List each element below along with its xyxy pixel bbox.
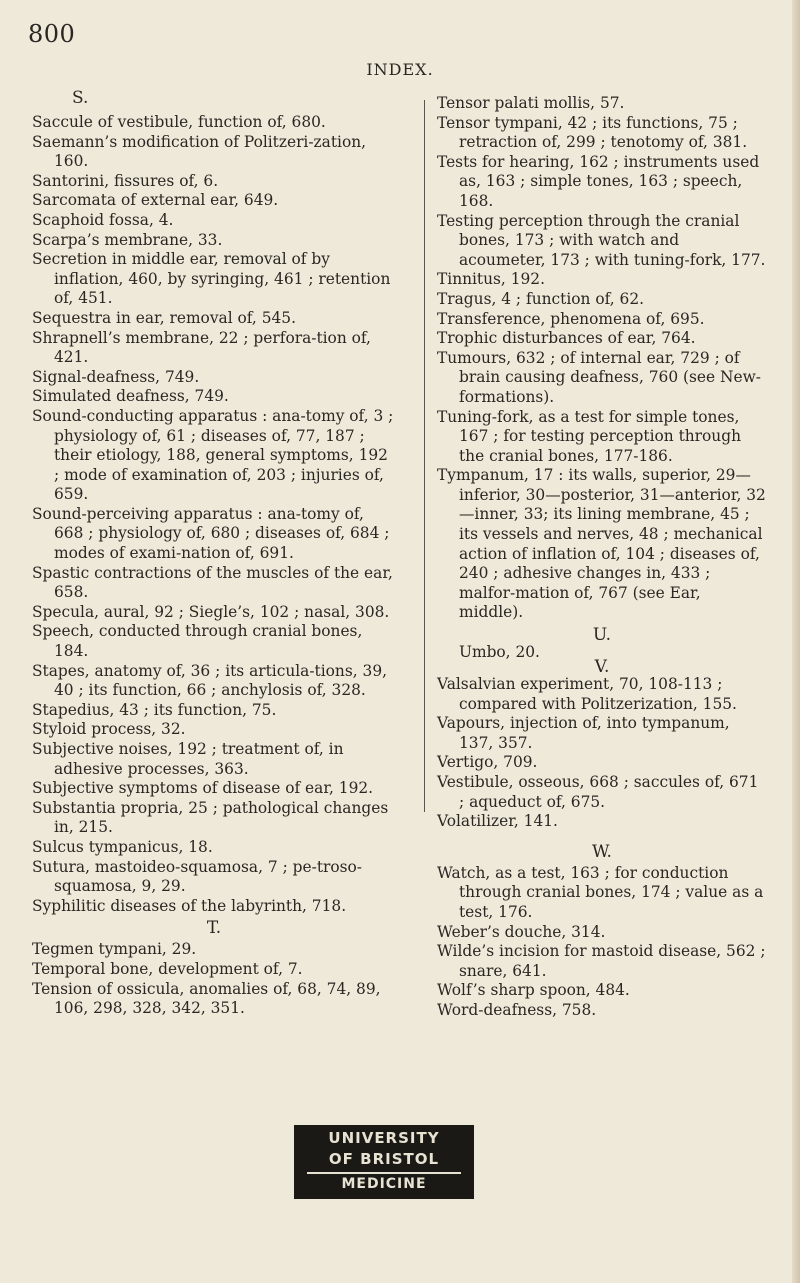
index-entry: Word-deafness, 758. (437, 1000, 597, 1019)
index-entry: Transference, phenomena of, 695. (437, 309, 705, 328)
index-entry: Tension of ossicula, anomalies of, 68, 74, 89, 106, 298, 328, 342, 351. (32, 979, 381, 1018)
index-entry: Sutura, mastoideo-squamosa, 7 ; pe-troso-squamosa, 9, 29. (32, 857, 362, 896)
index-entry: Tragus, 4 ; function of, 62. (437, 289, 644, 308)
index-entry: Sound-conducting apparatus : ana-tomy of, 3 ; physiology of, 61 ; diseases of, 77, 187 ; their etiology, 188, general symptoms, 192 ; mode of examination of, 203 ; injuries of, 659. (32, 406, 394, 504)
index-entry: Wolf’s sharp spoon, 484. (437, 981, 630, 1000)
index-entry: Scaphoid fossa, 4. (32, 210, 174, 229)
index-entry: Valsalvian experiment, 70, 108-113 ; compared with Politzerization, 155. (437, 675, 737, 713)
index-entry: Santorini, fissures of, 6. (32, 171, 219, 190)
index-entry: Volatilizer, 141. (437, 812, 558, 831)
running-head: INDEX. (366, 60, 434, 79)
index-entry: Subjective symptoms of disease of ear, 192. (32, 779, 374, 798)
index-entry: Sulcus tympanicus, 18. (32, 837, 213, 856)
index-entry: Secretion in middle ear, removal of by inflation, 460, by syringing, 461 ; retention of, 451. (32, 250, 391, 308)
stamp-line-medicine: MEDICINE (307, 1172, 461, 1195)
index-entry: Vestibule, osseous, 668 ; saccules of, 671 ; aqueduct of, 675. (437, 773, 759, 811)
index-entry: Stapes, anatomy of, 36 ; its articula-tions, 39, 40 ; its function, 66 ; anchylosis of, 328. (32, 661, 388, 700)
index-entry: Testing perception through the cranial bones, 173 ; with watch and acoumeter, 173 ; with tuning-fork, 177. (437, 211, 766, 269)
index-entry: Tympanum, 17 : its walls, superior, 29—inferior, 30—posterior, 31—anterior, 32—inner, 33; its lining membrane, 45 ; its vessels and nerves, 48 ; mechanical action of inflation of, 104 ; diseases of, 240 ; adhesive changes in, 433 ; malfor-mation of, 767 (see Ear, middle). (437, 466, 766, 622)
index-entry: Scarpa’s membrane, 33. (32, 230, 223, 249)
spacer (437, 832, 767, 840)
index-entry: Tinnitus, 192. (437, 270, 545, 289)
index-entry: Sequestra in ear, removal of, 545. (32, 308, 296, 327)
index-entry: Spastic contractions of the muscles of the ear, 658. (32, 563, 393, 602)
column-divider (424, 100, 425, 812)
library-stamp (294, 1125, 474, 1199)
index-entry: Speech, conducted through cranial bones, 184. (32, 622, 363, 661)
index-entry: Sound-perceiving apparatus : ana-tomy of, 668 ; physiology of, 680 ; diseases of, 684 ; modes of exami-nation of, 691. (32, 504, 390, 563)
section-letter-u: U. (592, 625, 612, 646)
index-entry: Saemann’s modification of Politzeri-zation, 160. (32, 132, 367, 171)
index-entry: Signal-deafness, 749. (32, 367, 200, 386)
index-entry: Tensor tympani, 42 ; its functions, 75 ; retraction of, 299 ; tenotomy of, 381. (437, 113, 748, 152)
index-entry: Simulated deafness, 749. (32, 387, 229, 406)
page-number: 800 (28, 20, 76, 48)
index-entry: Saccule of vestibule, function of, 680. (32, 113, 326, 131)
index-entry: Wilde’s incision for mastoid disease, 562 ; snare, 641. (437, 942, 766, 980)
index-entry: Substantia propria, 25 ; pathological changes in, 215. (32, 798, 389, 837)
section-letter-s: S. (72, 88, 89, 108)
index-entry: Weber’s douche, 314. (437, 922, 606, 941)
index-entry: Subjective noises, 192 ; treatment of, in adhesive processes, 363. (32, 740, 344, 778)
index-entry: Tegmen tympani, 29. (32, 940, 197, 959)
left-column (32, 86, 396, 1019)
spacer (437, 86, 767, 94)
index-entry: Vertigo, 709. (437, 753, 538, 772)
index-entry: Temporal bone, development of, 7. (32, 959, 303, 978)
index-entry: Tensor palati mollis, 57. (437, 94, 625, 112)
index-entry: Specula, aural, 92 ; Siegle’s, 102 ; nasal, 308. (32, 602, 390, 621)
index-entry: Styloid process, 32. (32, 720, 186, 739)
index-entry: Tumours, 632 ; of internal ear, 729 ; of brain causing deafness, 760 (see New-formations). (437, 348, 761, 406)
index-entry: Vapours, injection of, into tympanum, 137, 357. (437, 714, 730, 752)
index-entry: Syphilitic diseases of the labyrinth, 718. (32, 896, 347, 915)
index-entry: Trophic disturbances of ear, 764. (437, 329, 696, 348)
index-entry: Shrapnell’s membrane, 22 ; perfora-tion of, 421. (32, 328, 371, 367)
section-letter-v: V. (594, 657, 610, 678)
section-letter-w: W. (592, 841, 612, 862)
index-entry: Watch, as a test, 163 ; for conduction through cranial bones, 174 ; value as a test, 176. (437, 863, 764, 921)
index-entry: Tests for hearing, 162 ; instruments used as, 163 ; simple tones, 163 ; speech, 168. (437, 152, 760, 210)
u-v-block (437, 623, 767, 678)
stamp-line-university: UNIVERSITY (328, 1129, 440, 1147)
right-column (437, 86, 767, 1021)
stamp-line-bristol: OF BRISTOL (328, 1150, 440, 1168)
index-entry: Sarcomata of external ear, 649. (32, 191, 279, 210)
index-entry: Umbo, 20. (459, 643, 540, 662)
index-entry: Tuning-fork, as a test for simple tones, 167 ; for testing perception through the cranial bones, 177-186. (437, 407, 741, 465)
index-entry: Stapedius, 43 ; its function, 75. (32, 700, 277, 719)
section-letter-t: T. (206, 918, 222, 939)
page-edge (792, 0, 800, 1283)
